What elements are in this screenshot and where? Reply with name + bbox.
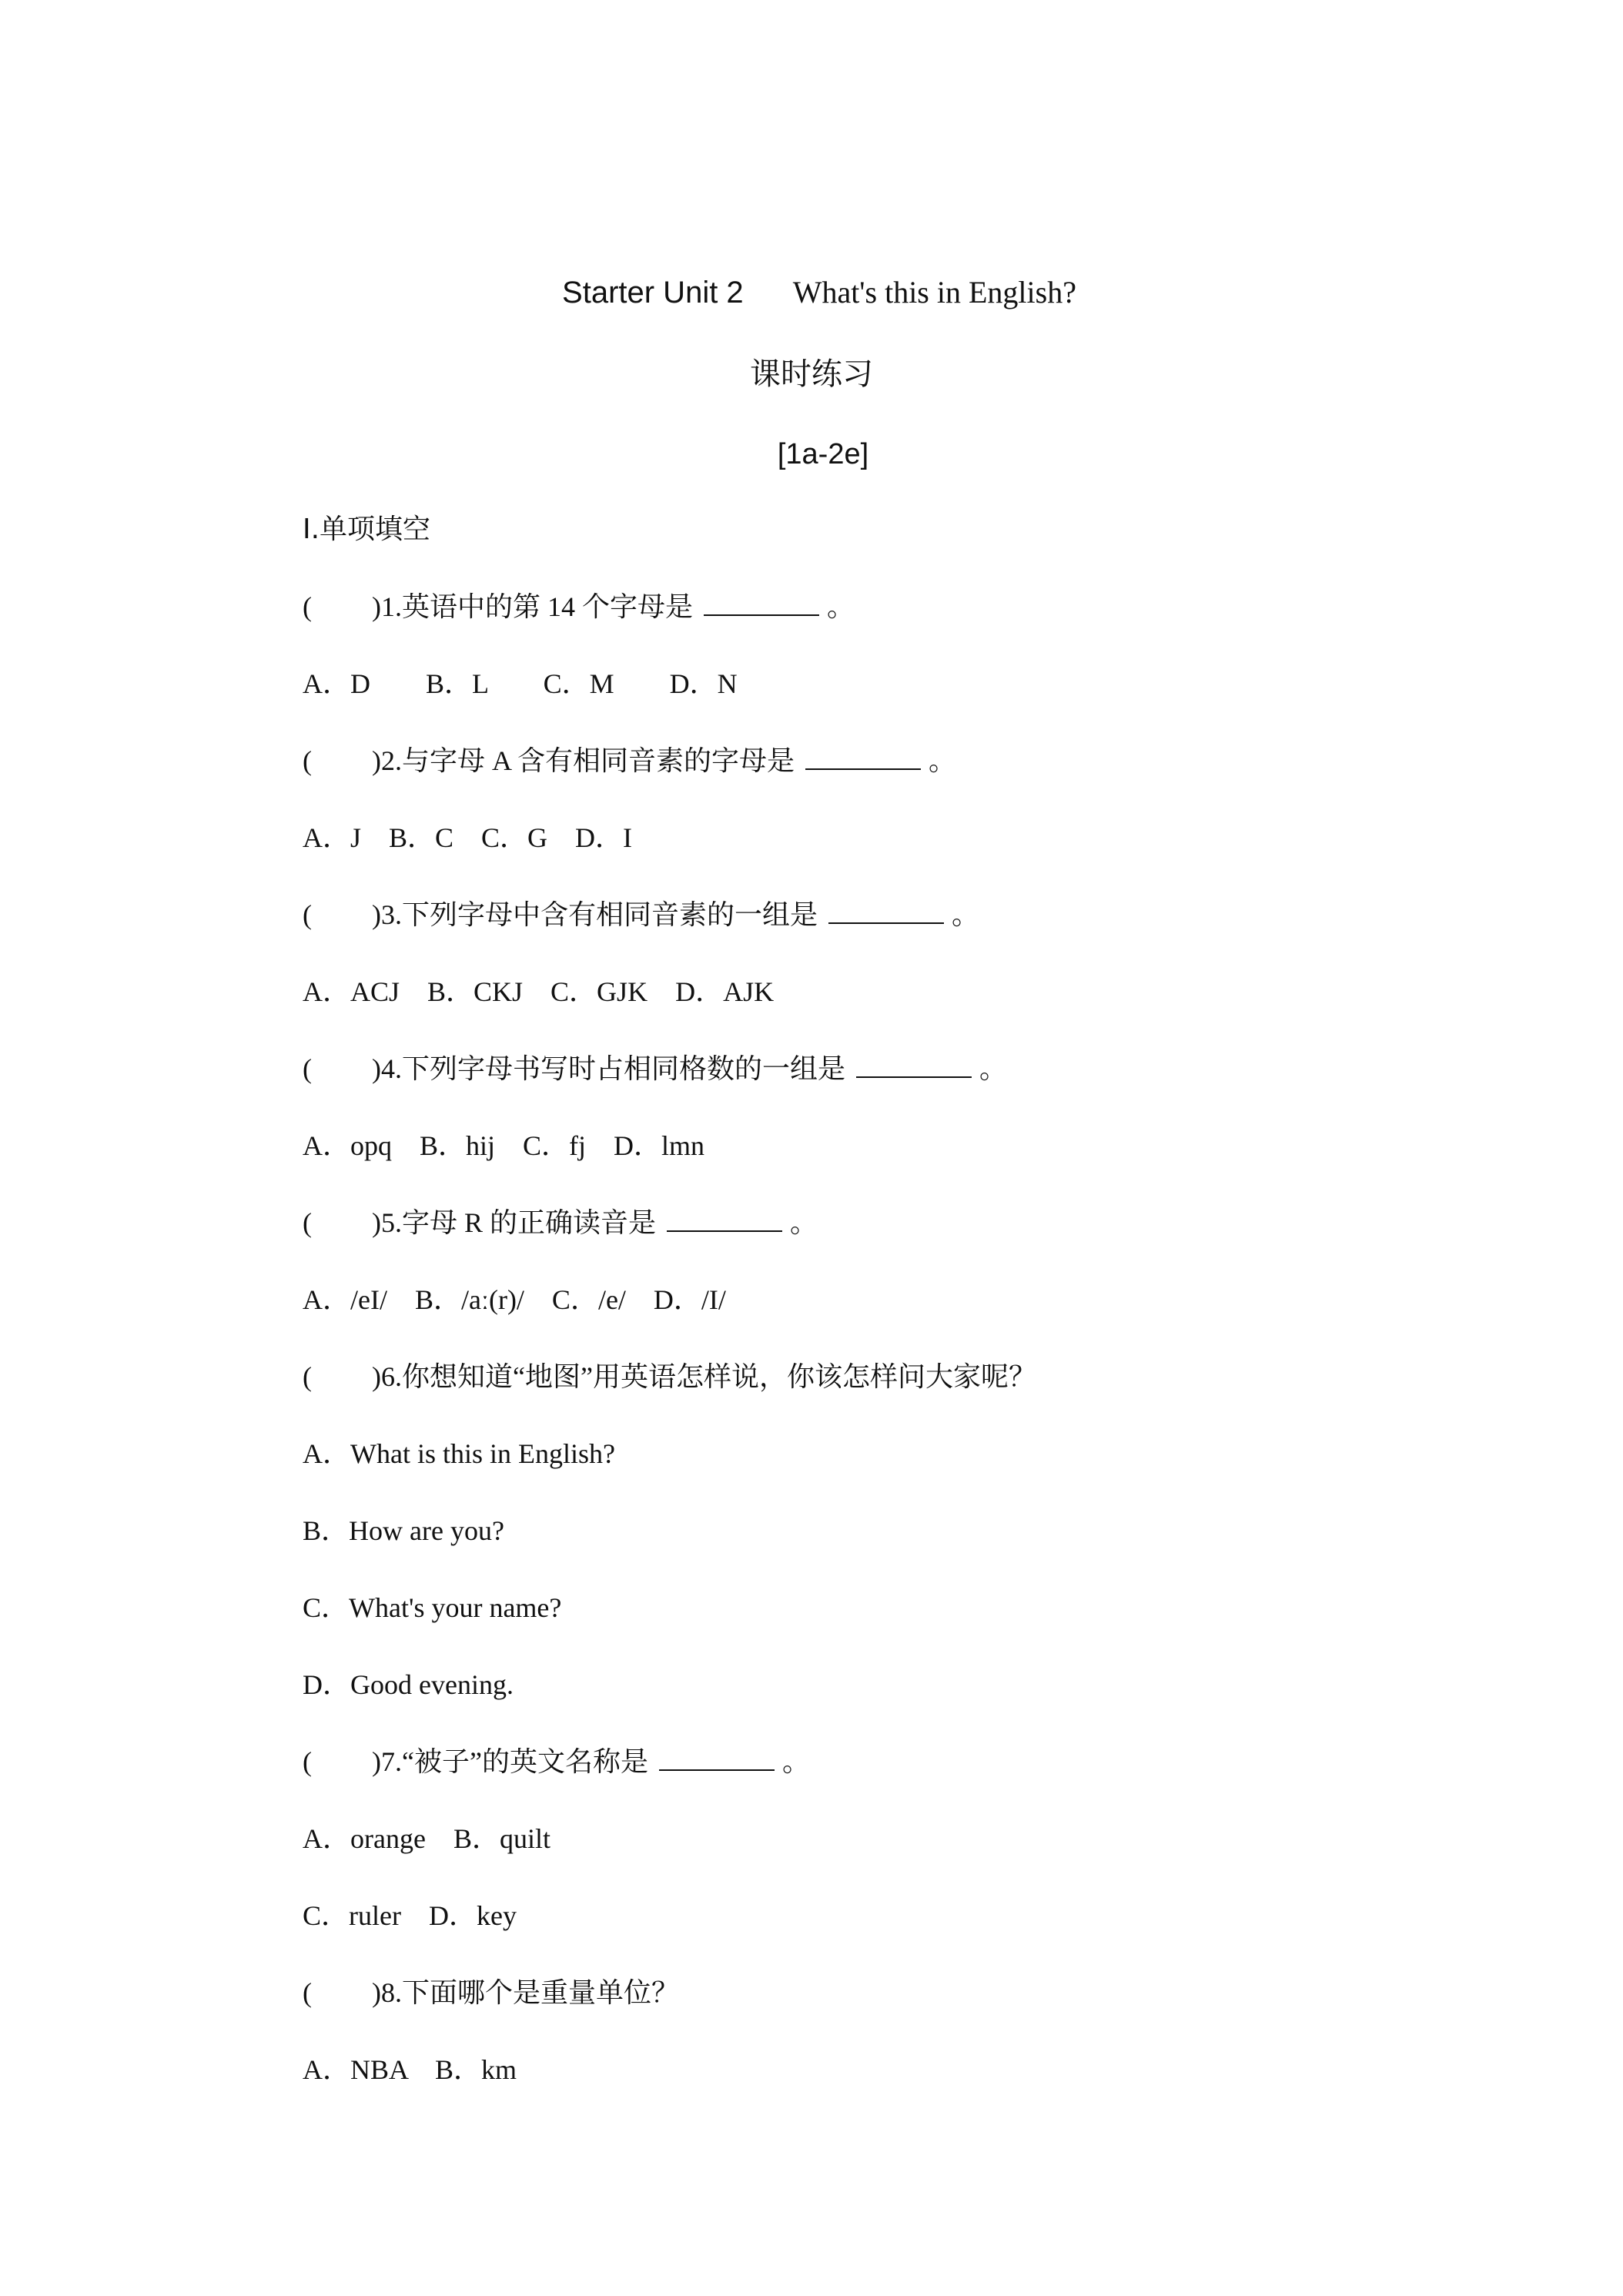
option-6d: D．Good evening. bbox=[303, 1669, 514, 1700]
question-stem: )6.你想知道“地图”用英语怎样说，你该怎样问大家呢？ bbox=[372, 1361, 1036, 1392]
question-4: ( )4.下列字母书写时占相同格数的一组是 。 bbox=[303, 1053, 1008, 1084]
unit-label: Starter Unit 2 bbox=[562, 276, 744, 310]
answer-blank[interactable] bbox=[805, 745, 921, 770]
unit-title bbox=[0, 271, 1623, 314]
answer-blank[interactable] bbox=[828, 899, 944, 924]
option-6b: B．How are you? bbox=[303, 1515, 504, 1546]
answer-blank[interactable] bbox=[659, 1746, 775, 1771]
option-6a: A．What is this in English? bbox=[303, 1438, 615, 1469]
question-stem: )2.与字母 A 含有相同音素的字母是 bbox=[372, 745, 795, 776]
options-4: A．opq B．hij C．fj D．lmn bbox=[303, 1130, 705, 1161]
section-heading: Ⅰ.单项填空 bbox=[303, 514, 431, 545]
options-8: A．NBA B．km bbox=[303, 2054, 517, 2085]
options-7-line1: A．orange B．quilt bbox=[303, 1823, 550, 1854]
question-3: ( )3.下列字母中含有相同音素的一组是 。 bbox=[303, 899, 980, 930]
answer-blank[interactable] bbox=[667, 1207, 782, 1232]
question-stem: )7.“被子”的英文名称是 bbox=[372, 1746, 648, 1777]
question-7: ( )7.“被子”的英文名称是 。 bbox=[303, 1746, 810, 1777]
question-stem: )4.下列字母书写时占相同格数的一组是 bbox=[372, 1053, 845, 1084]
lesson-subtitle: 课时练习 bbox=[750, 356, 873, 392]
question-5: ( )5.字母 R 的正确读音是 。 bbox=[303, 1207, 818, 1238]
question-stem: )8.下面哪个是重量单位？ bbox=[372, 1977, 679, 2008]
options-3: A．ACJ B．CKJ C．GJK D．AJK bbox=[303, 976, 775, 1007]
unit-topic: What's this in English? bbox=[792, 275, 1076, 310]
question-2: ( )2.与字母 A 含有相同音素的字母是 。 bbox=[303, 745, 957, 776]
options-2: A．J B．C C．G D．I bbox=[303, 822, 633, 853]
question-stem: )5.字母 R 的正确读音是 bbox=[372, 1207, 657, 1238]
options-5: A．/eI/ B．/aː(r)/ C．/e/ D．/I/ bbox=[303, 1284, 726, 1315]
answer-blank[interactable] bbox=[704, 591, 819, 616]
question-1: ( )1.英语中的第 14 个字母是 。 bbox=[303, 591, 855, 622]
answer-blank[interactable] bbox=[856, 1053, 972, 1078]
question-stem: )3.下列字母中含有相同音素的一组是 bbox=[372, 899, 818, 930]
question-stem: )1.英语中的第 14 个字母是 bbox=[372, 591, 693, 622]
question-6: ( )6.你想知道“地图”用英语怎样说，你该怎样问大家呢？ bbox=[303, 1361, 1036, 1392]
option-6c: C．What's your name? bbox=[303, 1592, 562, 1623]
question-8: ( )8.下面哪个是重量单位？ bbox=[303, 1977, 679, 2008]
section-range: [1a-2e] bbox=[777, 438, 869, 470]
options-1: A．D B．L C．M D．N bbox=[303, 668, 738, 699]
options-7-line2: C．ruler D．key bbox=[303, 1900, 517, 1931]
